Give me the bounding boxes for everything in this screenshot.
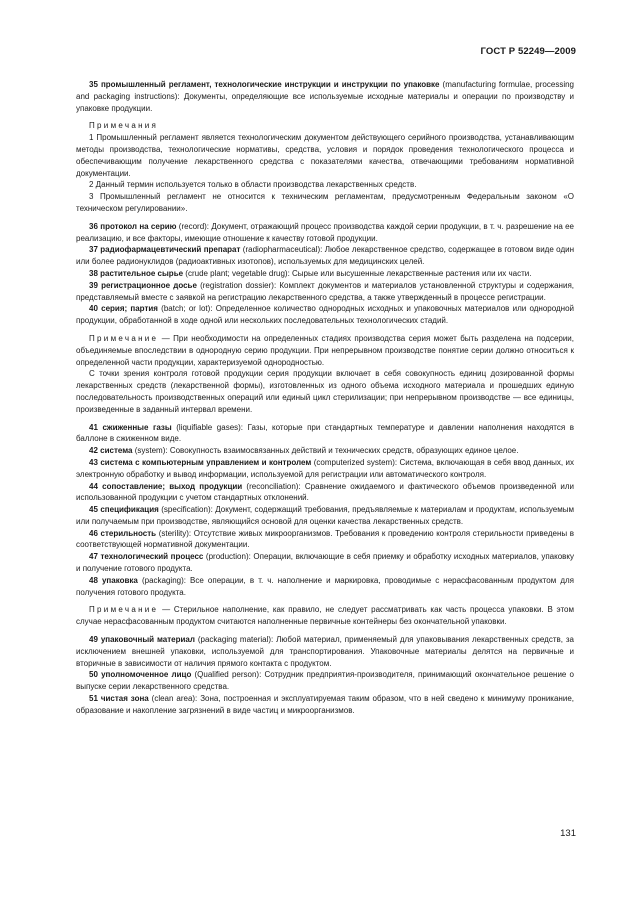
note-item-2: 2 Данный термин используется только в области производства лекарственных средств. [89, 180, 417, 190]
page-number: 131 [560, 828, 576, 839]
term-entry-46: 46 стерильность (sterility): Отсутствие живых микроорганизмов. Требования к проведению контроля стерильности приведены в соответствующей нормативной документации. [76, 528, 574, 550]
term-entry-51: 51 чистая зона (clean area): Зона, построенная и эксплуатируемая таким образом, что в ней сведено к минимуму проникание, образование и накопление загрязнений в виде частиц и микроорганизмов. [76, 694, 574, 715]
term-entry-49: 49 упаковочный материал (packaging material): Любой материал, применяемый для упаковывания лекарственных средств, за исключением внешней упаковки, используемой для транспортирования. Упаковочные материалы делятся на первичные и вторичные в зависимости от наличия прямого контакта с продуктом. [76, 635, 574, 668]
term-entry-47: 47 технологический процесс (production): Операции, включающие в себя приемку и обработку исходных материалов, упаковку и получение готового продукта. [76, 552, 574, 574]
term-entry-50: 50 уполномоченное лицо (Qualified person): Сотрудник предприятия-производителя, принимающий окончательное решение о выпуске серии лекарственного средства. [76, 670, 574, 692]
term-entry-45: 45 спецификация (specification): Документ, содержащий требования, предъявляемые к материалам и продуктам, используемым или получаемым при производстве, являющийся основой для оценки качества лекарственных средств. [76, 505, 574, 526]
term-entry-39: 39 регистрационное досье (registration dossier): Комплект документов и материалов установленной структуры и содержания, представляемый вместе с заявкой на регистрацию лекарственного средства, а также утвержденный в процессе регистрации. [76, 280, 574, 302]
note-item-1: 1 Промышленный регламент является технологическим документом действующего серийного производства, устанавливающим методы производства, технологические нормативы, средства, условия и порядок проведения технологического процесса и обеспечивающим получение лекарственного средства с показателями качества, отвечающими требованиям нормативной документации. [76, 133, 574, 178]
note-40-para2: С точки зрения контроля готовой продукции серия продукции включает в себя совокупность единиц дозированной формы лекарственных средств (лекарственной формы), изготовленных из одного объема исходного материала и прошедших единую последовательность производственных операций или единый цикл стерилизации; при непрерывном производстве — все единицы, произведенные в заданный интервал времени. [76, 369, 574, 414]
term-entry-42: 42 система (system): Совокупность взаимосвязанных действий и технических средств, образующих единое целое. [89, 446, 519, 456]
term-entry-40: 40 серия; партия (batch; or lot): Определенное количество однородных исходных и упаковочных материалов или однородной продукции, обработанной в ходе одной или нескольких последовательных технологических стадий. [76, 304, 574, 326]
note-48: Примечание — Стерильное наполнение, как правило, не следует рассматривать как часть процесса упаковки. В этом случае нерасфасованным продуктом считаются наполненные первичные контейнеры без окончательной упаковки. [76, 605, 574, 627]
standard-id-header: ГОСТ Р 52249—2009 [480, 46, 576, 57]
term-number: 35 [89, 80, 98, 89]
page-content [76, 79, 574, 717]
notes-heading: Примечания [89, 121, 159, 131]
term-entry-44: 44 сопоставление; выход продукции (reconciliation): Сравнение ожидаемого и фактического объемов произведенной или использованной продукции с учетом стандартных отклонений. [76, 481, 574, 503]
term-entry-41: 41 сжиженные газы (liquifiable gases): Газы, которые при стандартных температуре и давлении наполнения находятся в баллоне в сжиженном виде. [76, 422, 574, 444]
term-entry-38: 38 растительное сырье (crude plant; vegetable drug): Сырые или высушенные лекарственные растения или их части. [89, 268, 532, 278]
term-entry-36: 36 протокол на серию (record): Документ, отражающий процесс производства каждой серии продукции, в т. ч. разрешение на ее реализацию, и все факторы, имеющие отношение к качеству готовой продукции. [76, 221, 574, 243]
term-entry-48: 48 упаковка (packaging): Все операции, в т. ч. наполнение и маркировка, проводимые с нерасфасованным продуктом для получения готового продукта. [76, 575, 574, 597]
note-item-3: 3 Промышленный регламент не относится к техническим регламентам, предусмотренным Федеральным законом «О техническом регулировании». [76, 192, 574, 213]
term-entry-43: 43 система с компьютерным управлением и контролем (computerized system): Система, включающая в себя ввод данных, их электронную обработку и вывод информации, используемой для регистрации или автоматического контроля. [76, 457, 574, 479]
term-definition: (manufacturing formulae, processing and packaging instructions): Документы, определяющие все используемые исходные материалы и операции по производству и упаковке продукции. [76, 80, 574, 113]
term-entry-37: 37 радиофармацевтический препарат (radiopharmaceutical): Любое лекарственное средство, содержащее в готовом виде один или более радионуклидов (радиоактивных изотопов), используемых для медицинских целей. [76, 245, 574, 267]
term-entry-35 [76, 79, 574, 114]
note-40: Примечание — При необходимости на определенных стадиях производства серия может быть разделена на подсерии, объединяемые впоследствии в однородную серию продукции. При непрерывном производстве понятие серии должно относиться к определенной части продукции, характеризуемой однородностью. [76, 333, 574, 367]
term-name: промышленный регламент, технологические инструкции и инструкции по упаковке [100, 80, 440, 89]
